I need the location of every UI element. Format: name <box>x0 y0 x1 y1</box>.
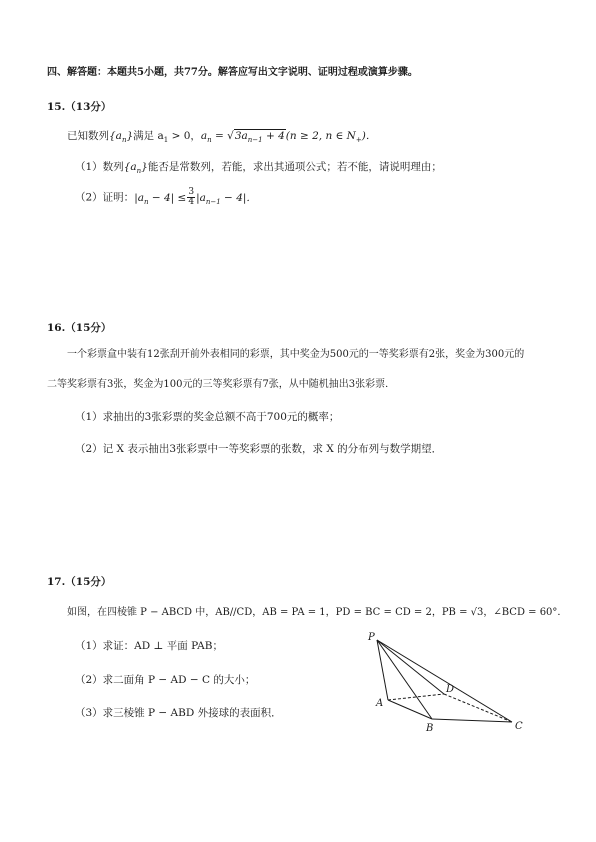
q15-stem-prefix: 已知数列 <box>67 130 109 142</box>
q15-seq: $\{a_n\}$ <box>109 130 134 145</box>
label-B: B <box>426 723 434 734</box>
q15-part2: （2）证明：$|a_n - 4|$ ≤ $\frac{3}{4}$ $|a_{n-1} - 4|$． <box>75 187 257 207</box>
edge-PD <box>377 640 444 694</box>
edge-PC <box>377 640 512 722</box>
section-header: 四、解答题：本题共5小题，共77分。解答应写出文字说明、证明过程或演算步骤。 <box>47 67 418 78</box>
q17-part3: （3）求三棱锥 P − ABD 外接球的表面积． <box>75 707 282 719</box>
q16-part1: （1）求抽出的3张彩票的奖金总额不高于700元的概率； <box>75 411 340 423</box>
edge-BC <box>432 719 512 722</box>
pyramid-figure <box>360 628 530 738</box>
q17-stem: 如图，在四棱锥 P − ABCD 中，AB//CD，AB = PA = 1，PD = BC = CD = 2，PB = √3，∠BCD = 60°． <box>67 607 568 618</box>
q17-part2: （2）求二面角 P − AD − C 的大小； <box>75 674 256 686</box>
q16-line1: 一个彩票盒中装有12张刮开前外表相同的彩票，其中奖金为500元的一等奖彩票有2张，奖金为300元的 <box>67 349 525 360</box>
q15-formula: $a_n = √3a_{n-1} + 4(n \ge 2$, n ∈ $N_+$)． <box>200 130 377 145</box>
edge-DC <box>444 694 512 722</box>
edge-AD <box>388 694 444 700</box>
q17-part1: （1）求证：AD ⊥ 平面 PAB； <box>75 640 223 652</box>
q15-part1: （1）数列$\{a_n\}$能否是常数列，若能，求出其通项公式；若不能，请说明理由； <box>75 161 442 176</box>
q15-stem <box>67 129 376 147</box>
label-C: C <box>515 721 523 732</box>
edge-PA <box>377 640 388 700</box>
q16-part2: （2）记 X 表示抽出3张彩票中一等奖彩票的张数，求 X 的分布列与数学期望． <box>75 443 443 455</box>
q16-line2: 二等奖彩票有3张，奖金为100元的三等奖彩票有7张，从中随机抽出3张彩票． <box>47 379 396 390</box>
label-D: D <box>446 684 455 695</box>
q15-fraction: $\frac{3}{4}$ <box>188 187 195 207</box>
label-P: P <box>368 632 375 643</box>
q15-cond: 满足 $a_1 > 0$， <box>133 130 201 145</box>
label-A: A <box>376 698 384 709</box>
q17-number: 17.（15分） <box>47 576 112 588</box>
q15-number: 15.（13分） <box>47 101 112 113</box>
q16-number: 16.（15分） <box>47 322 112 334</box>
